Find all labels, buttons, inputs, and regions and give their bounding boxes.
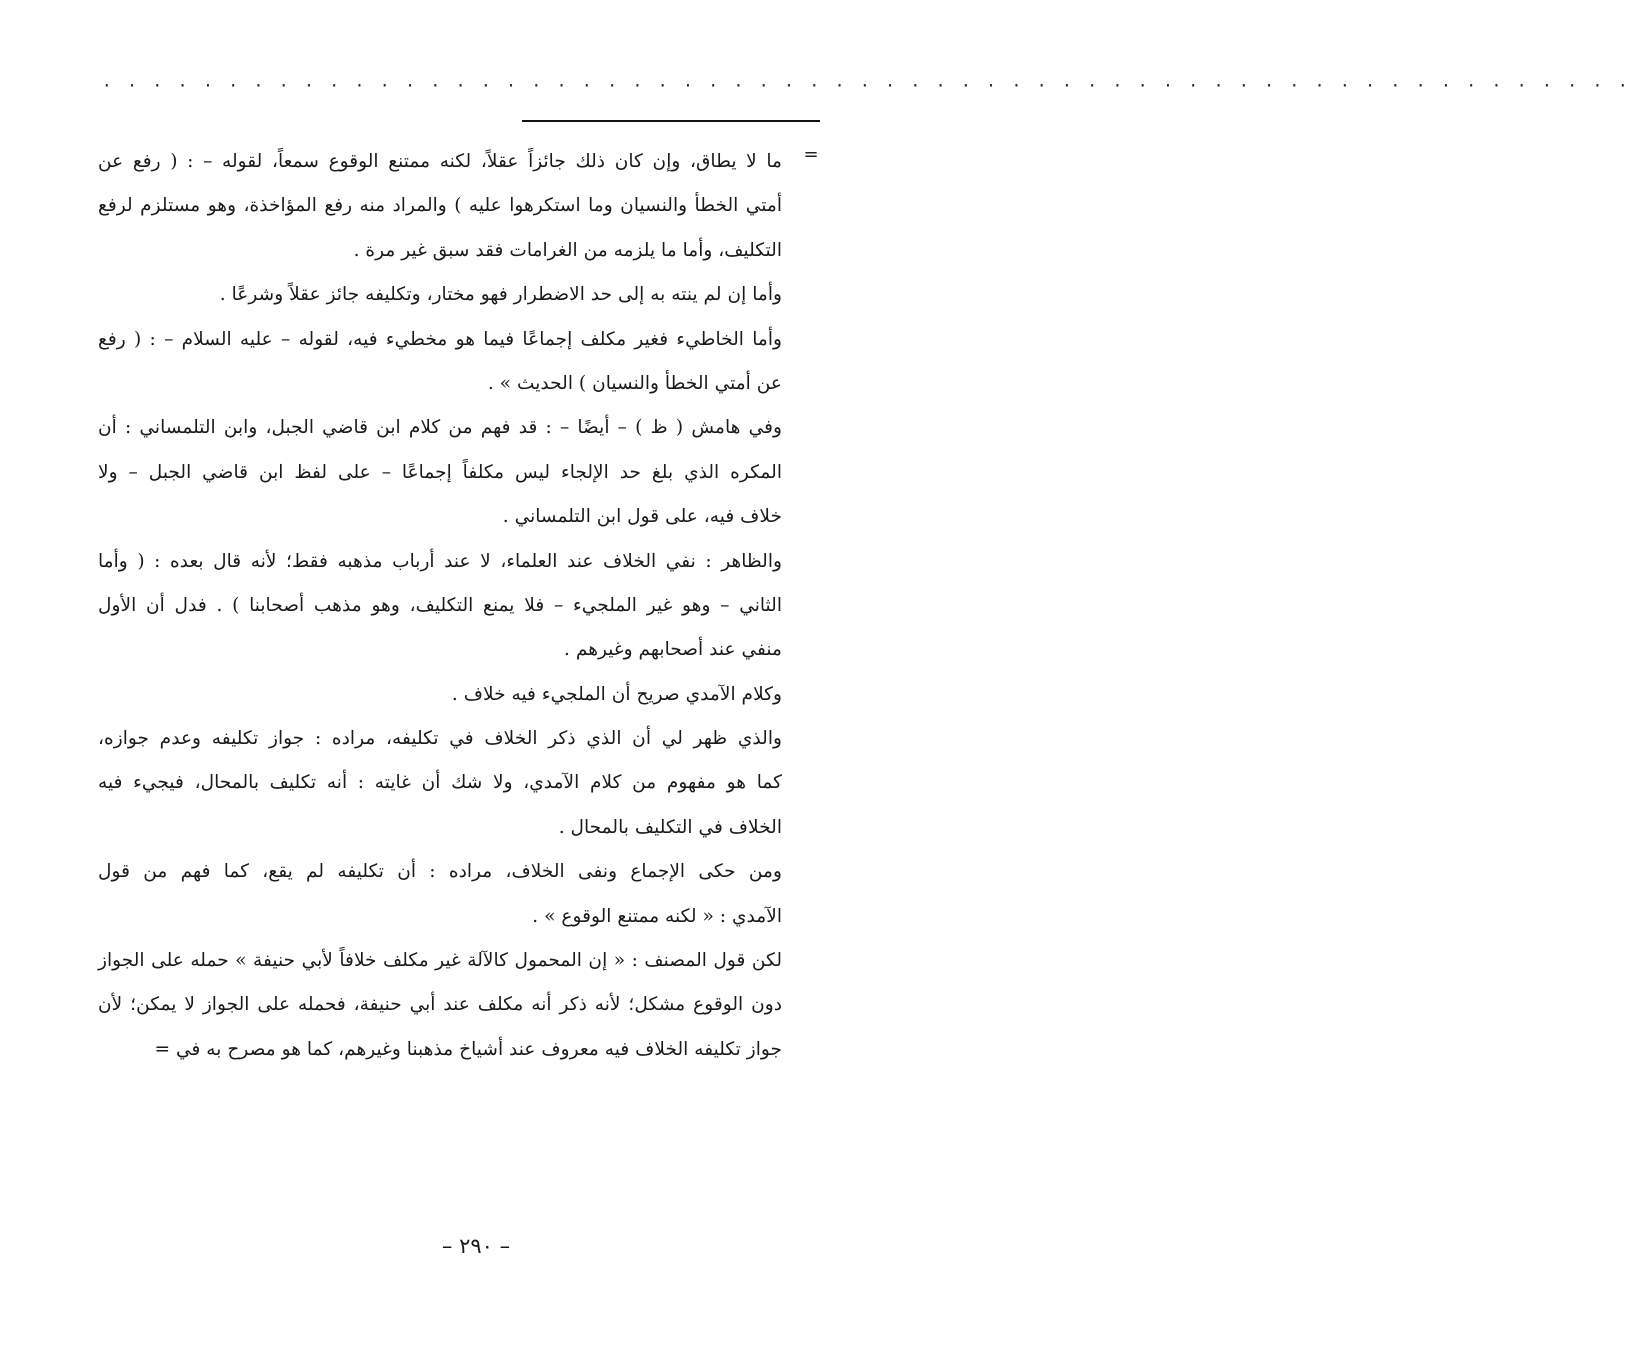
footnote-line-10: والظاهر : نفي الخلاف عند العلماء، لا عند أرباب مذهبه فقط؛ لأنه قال بعده : ( وأما	[98, 550, 782, 572]
footnote-line-4: وأما إن لم ينته به إلى حد الاضطرار فهو مختار، وتكليفه جائز عقلاً وشرعًا .	[219, 284, 782, 306]
footnote-line-14: والذي ظهر لي أن الذي ذكر الخلاف في تكليفه، مراده : جواز تكليفه وعدم جوازه،	[98, 728, 782, 750]
footnote-line-15: كما هو مفهوم من كلام الآمدي، ولا شك أن غايته : أنه تكليف بالمحال، فيجيء فيه	[98, 772, 782, 794]
footnote-line-7: وفي هامش ( ظ ) – أيضًا – : قد فهم من كلام ابن قاضي الجبل، وابن التلمساني : أن	[98, 417, 782, 439]
footnote-line-19: لكن قول المصنف : « إن المحمول كالآلة غير مكلف خلافاً لأبي حنيفة » حمله على الجواز	[98, 950, 782, 972]
footnote-line-17: ومن حكى الإجماع ونفى الخلاف، مراده : أن تكليفه لم يقع، كما فهم من قول	[98, 861, 782, 883]
top-dotted-separator: · · · · · · · · · · · · · · · · · · · · · · · · · · · · · · · · · · · · · · · · · · · · · · · · · · · · · · · · · · · · ·	[102, 76, 1631, 95]
footnote-line-16: الخلاف في التكليف بالمحال .	[558, 816, 782, 838]
footnote-line-8: المكره الذي بلغ حد الإلجاء ليس مكلفاً إجماعًا – على لفظ ابن قاضي الجبل – ولا	[98, 461, 782, 483]
page-number: – ٢٩٠ –	[441, 1234, 511, 1258]
footnote-line-21: جواز تكليفه الخلاف فيه معروف عند أشياخ مذهبنا وغيرهم، كما هو مصرح به في =	[154, 1038, 782, 1060]
footnote-line-13: وكلام الآمدي صريح أن الملجيء فيه خلاف .	[451, 683, 782, 705]
footnote-line-5: وأما الخاطيء فغير مكلف إجماعًا فيما هو مخطيء فيه، لقوله – عليه السلام – : ( رفع	[98, 328, 782, 350]
footnote-line-18: الآمدي : « لكنه ممتنع الوقوع » .	[532, 905, 782, 927]
footnote-text	[98, 142, 782, 1074]
footnote-line-11: الثاني – وهو غير الملجيء – فلا يمنع التكليف، وهو مذهب أصحابنا ) . فدل أن الأول	[98, 594, 782, 616]
footnote-line-20: دون الوقوع مشكل؛ لأنه ذكر أنه مكلف عند أبي حنيفة، فحمله على الجواز لا يمكن؛ لأن	[98, 994, 782, 1016]
footnote-line-12: منفي عند أصحابهم وغيرهم .	[564, 639, 782, 661]
footnote-line-1: ما لا يطاق، وإن كان ذلك جائزاً عقلاً، لكنه ممتنع الوقوع سمعاً، لقوله – : ( رفع عن	[98, 151, 782, 172]
footnote-line-2: أمتي الخطأ والنسيان وما استكرهوا عليه ) والمراد منه رفع المؤاخذة، وهو مستلزم لرفع	[98, 195, 782, 217]
footnote-line-3: التكليف، وأما ما يلزمه من الغرامات فقد سبق غير مرة .	[353, 239, 782, 261]
footnote-line-6: عن أمتي الخطأ والنسيان ) الحديث » .	[487, 372, 782, 394]
footnote-continuation-mark: =	[803, 144, 819, 165]
footnote-line-9: خلاف فيه، على قول ابن التلمساني .	[502, 506, 782, 528]
footnote-rule	[522, 120, 820, 122]
